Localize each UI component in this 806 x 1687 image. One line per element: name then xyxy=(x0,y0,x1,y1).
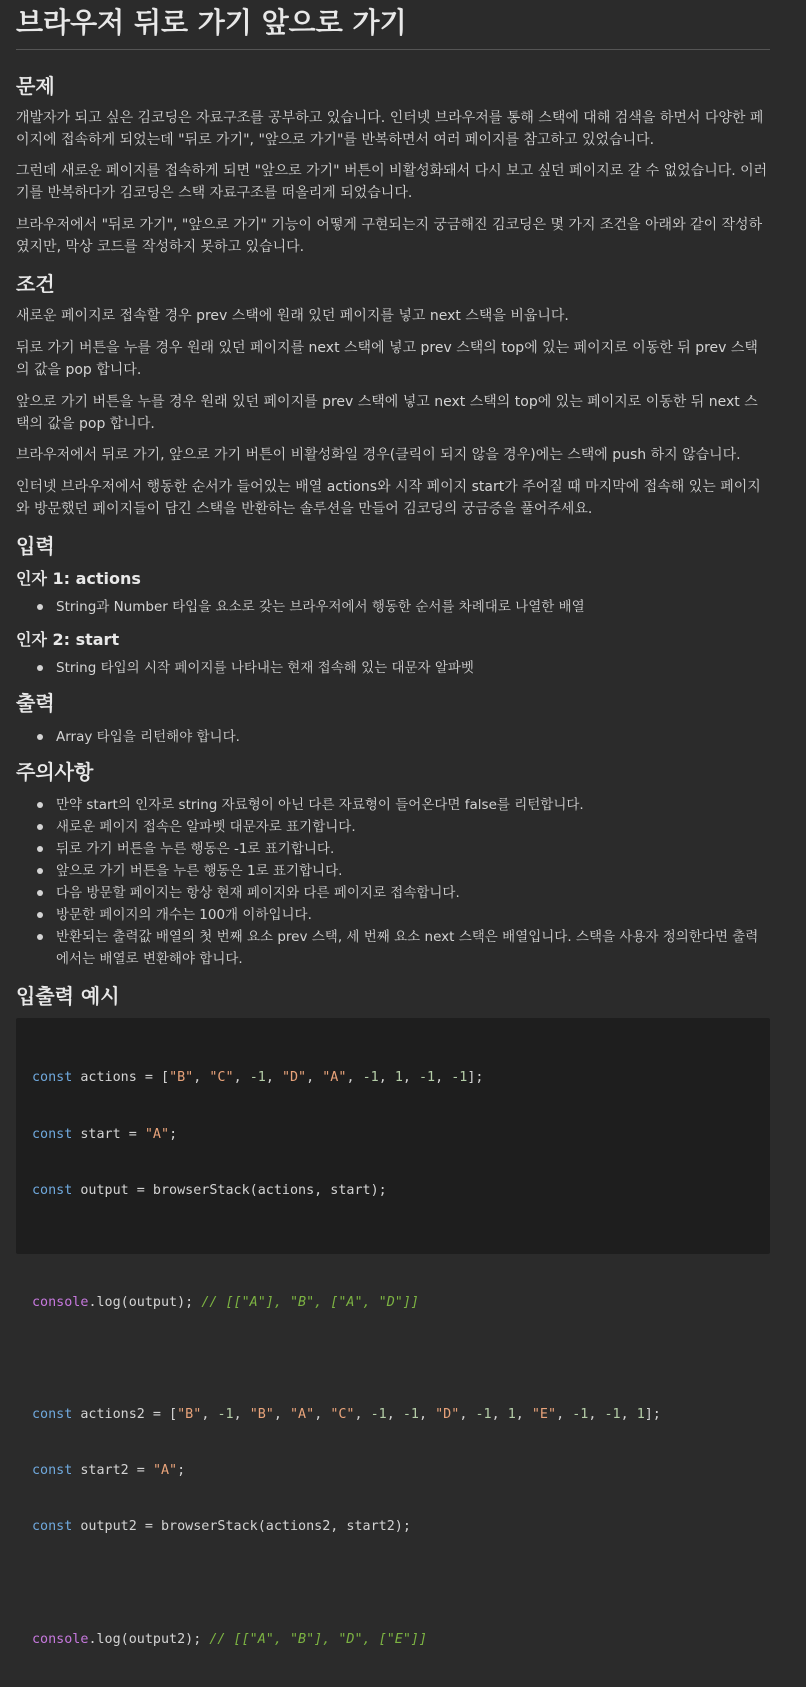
problem-paragraph-3: 브라우저에서 "뒤로 가기", "앞으로 가기" 기능이 어떻게 구현되는지 궁금해진 김코딩은 몇 가지 조건을 아래와 같이 작성하였지만, 막상 코드를 작성하지 못하고 있습니다. xyxy=(16,217,763,255)
conditions-heading: 조건 xyxy=(16,272,55,296)
code-line xyxy=(32,1574,754,1593)
list-item: 방문한 페이지의 개수는 100개 이하입니다. xyxy=(16,904,770,926)
list-item: 뒤로 가기 버튼을 누른 행동은 -1로 표기합니다. xyxy=(16,838,770,860)
page-title: 브라우저 뒤로 가기 앞으로 가기 xyxy=(16,0,770,50)
code-line: const start2 = "A"; xyxy=(32,1463,186,1479)
list-item: 새로운 페이지 접속은 알파벳 대문자로 표기합니다. xyxy=(16,816,770,838)
arg1-heading: 인자 1: actions xyxy=(16,569,141,588)
problem-paragraph-2: 그런데 새로운 페이지를 접속하게 되면 "앞으로 가기" 버튼이 비활성화돼서 다시 보고 싶던 페이지로 갈 수 없었습니다. 이러기를 반복하다가 김코딩은 스택 자료구조를 떠올리게 되었습니다. xyxy=(16,163,768,201)
code-line: const output2 = browserStack(actions2, start2); xyxy=(32,1519,411,1535)
code-line: const actions2 = ["B", -1, "B", "A", "C", -1, -1, "D", -1, 1, "E", -1, -1, 1]; xyxy=(32,1407,661,1423)
arg2-list xyxy=(16,657,770,679)
list-item: 앞으로 가기 버튼을 누른 행동은 1로 표기합니다. xyxy=(16,860,770,882)
code-line: const output = browserStack(actions, start); xyxy=(32,1182,387,1198)
input-heading: 입력 xyxy=(16,534,55,558)
arg1-list xyxy=(16,596,770,618)
condition-paragraph-3: 앞으로 가기 버튼을 누를 경우 원래 있던 페이지를 prev 스택에 넣고 next 스택의 top에 있는 페이지로 이동한 뒤 next 스택의 값을 pop 합니다. xyxy=(16,394,758,432)
problem-heading: 문제 xyxy=(16,74,55,98)
list-item: 만약 start의 인자로 string 자료형이 아닌 다른 자료형이 들어온다면 false를 리턴합니다. xyxy=(16,794,770,816)
code-line xyxy=(32,1350,754,1369)
condition-paragraph-1: 새로운 페이지로 접속할 경우 prev 스택에 원래 있던 페이지를 넣고 next 스택을 비웁니다. xyxy=(16,308,569,324)
code-line xyxy=(32,1238,754,1257)
condition-paragraph-2: 뒤로 가기 버튼을 누를 경우 원래 있던 페이지를 next 스택에 넣고 prev 스택의 top에 있는 페이지로 이동한 뒤 prev 스택의 값을 pop 합니다. xyxy=(16,340,758,378)
examples-heading: 입출력 예시 xyxy=(16,984,120,1008)
code-block xyxy=(16,1018,770,1647)
condition-paragraph-5: 인터넷 브라우저에서 행동한 순서가 들어있는 배열 actions와 시작 페이지 start가 주어질 때 마지막에 접속해 있는 페이지와 방문했던 페이지들이 담긴 스택을 반환하는 솔루션을 만들어 김코딩의 궁금증을 풀어주세요. xyxy=(16,479,761,517)
list-item: Array 타입을 리턴해야 합니다. xyxy=(16,726,770,748)
code-line: const actions = ["B", "C", -1, "D", "A", -1, 1, -1, -1]; xyxy=(32,1070,484,1086)
output-heading: 출력 xyxy=(16,691,55,715)
list-item: 반환되는 출력값 배열의 첫 번째 요소 prev 스택, 세 번째 요소 next 스택은 배열입니다. 스택을 사용자 정의한다면 출력에서는 배열로 변환해야 합니다. xyxy=(16,926,770,970)
list-item: 다음 방문할 페이지는 항상 현재 페이지와 다른 페이지로 접속합니다. xyxy=(16,882,770,904)
output-list xyxy=(16,726,770,748)
arg2-heading: 인자 2: start xyxy=(16,630,120,649)
code-line: console.log(output2); // [["A", "B"], "D", ["E"]] xyxy=(32,1631,428,1647)
problem-paragraph-1: 개발자가 되고 싶은 김코딩은 자료구조를 공부하고 있습니다. 인터넷 브라우저를 통해 스택에 대해 검색을 하면서 다양한 페이지에 접속하게 되었는데 "뒤로 가기", "앞으로 가기"를 반복하면서 여러 페이지를 참고하고 있었습니다. xyxy=(16,110,764,148)
list-item: String과 Number 타입을 요소로 갖는 브라우저에서 행동한 순서를 차례대로 나열한 배열 xyxy=(16,596,770,618)
condition-paragraph-4: 브라우저에서 뒤로 가기, 앞으로 가기 버튼이 비활성화일 경우(클릭이 되지 않을 경우)에는 스택에 push 하지 않습니다. xyxy=(16,447,741,463)
code-line: const start = "A"; xyxy=(32,1126,178,1142)
code-line: console.log(output); // [["A"], "B", ["A", "D"]] xyxy=(32,1294,419,1310)
notes-heading: 주의사항 xyxy=(16,760,94,784)
list-item: String 타입의 시작 페이지를 나타내는 현재 접속해 있는 대문자 알파벳 xyxy=(16,657,770,679)
notes-list xyxy=(16,794,770,970)
